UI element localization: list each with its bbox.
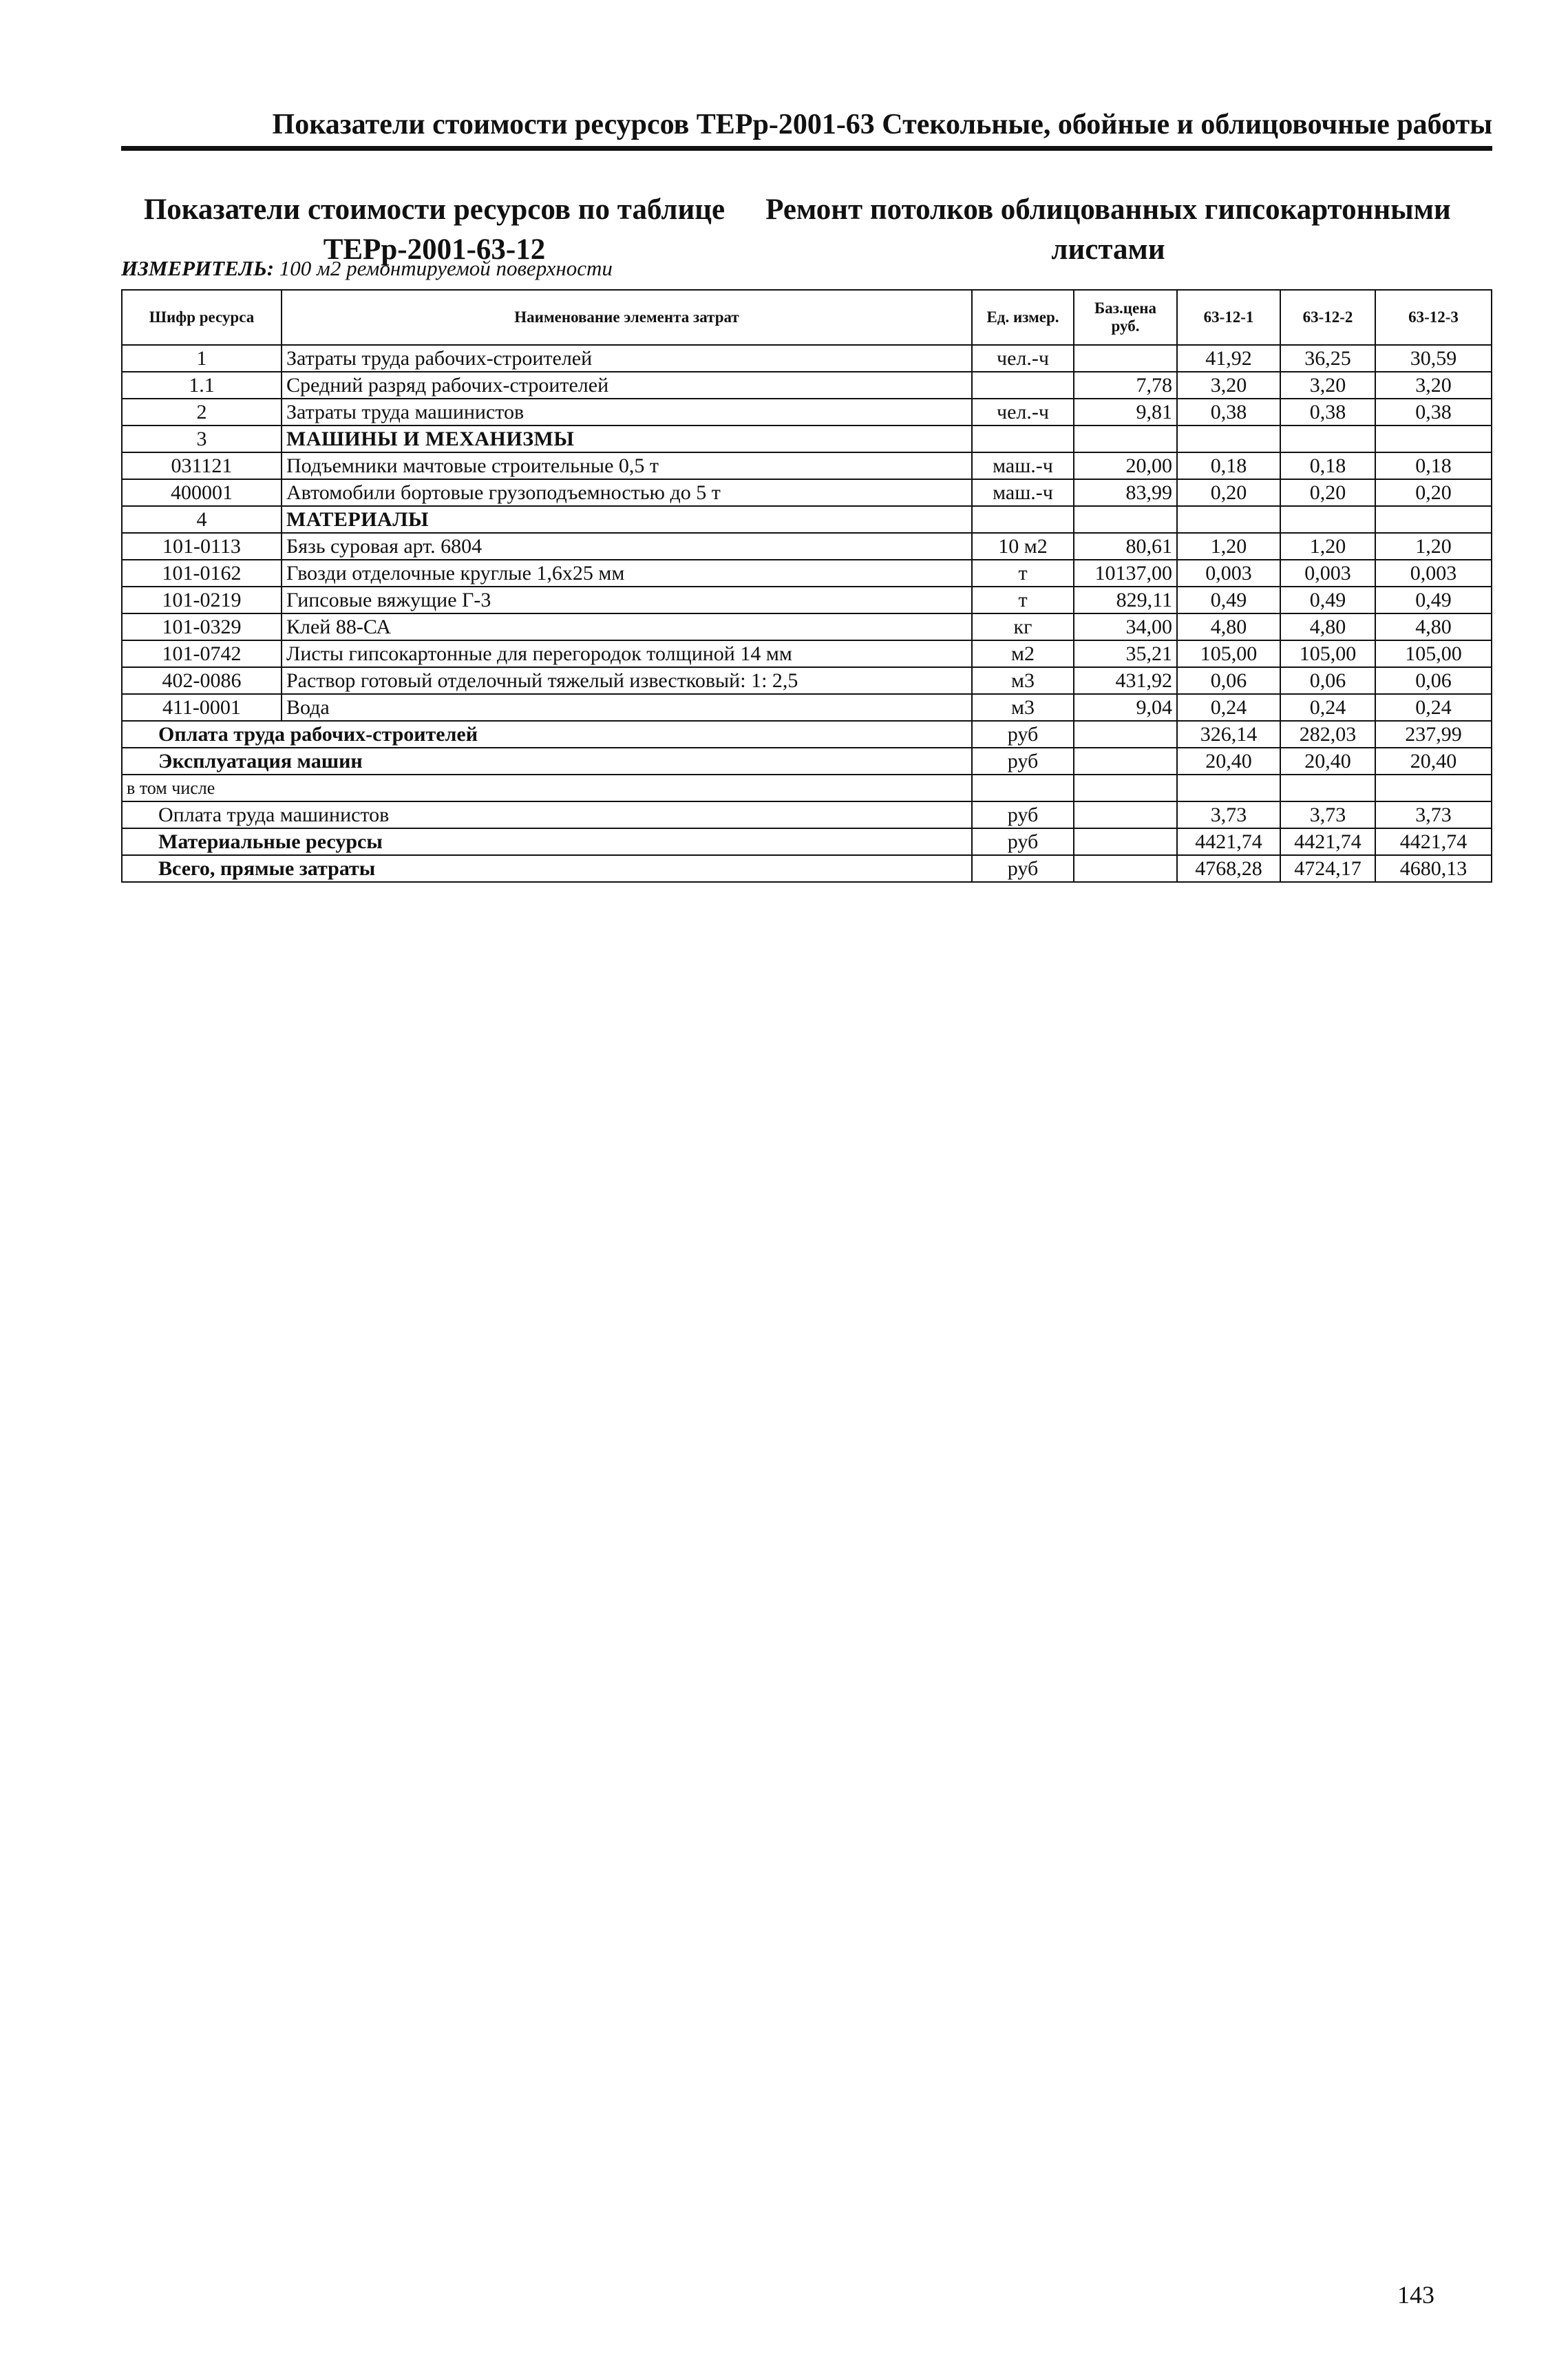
measure-value: 100 м2 ремонтируемой поверхности — [279, 256, 613, 280]
cell-code: 2 — [122, 399, 282, 426]
cell-v3: 0,24 — [1375, 694, 1492, 721]
cell-unit: маш.-ч — [972, 452, 1074, 479]
cell-v3: 0,38 — [1375, 399, 1492, 426]
cell-price: 20,00 — [1074, 452, 1177, 479]
cell-v2: 4,80 — [1280, 613, 1375, 640]
summary-v2: 3,73 — [1280, 801, 1375, 828]
table-title-left-line1: Показатели стоимости ресурсов по таблице — [143, 193, 725, 226]
summary-empty-cell — [1074, 801, 1177, 828]
cell-v3: 0,20 — [1375, 479, 1492, 506]
cell-unit: 10 м2 — [972, 533, 1074, 560]
page-number: 143 — [1397, 2281, 1434, 2309]
cell-v3 — [1375, 506, 1492, 533]
cell-v1: 0,49 — [1177, 587, 1280, 613]
summary-v2: 20,40 — [1280, 748, 1375, 775]
cell-code: 101-0219 — [122, 587, 282, 613]
cell-price — [1074, 345, 1177, 372]
summary-unit — [972, 775, 1074, 801]
cell-unit — [972, 372, 1074, 399]
cell-v1 — [1177, 506, 1280, 533]
cell-v3: 30,59 — [1375, 345, 1492, 372]
cell-price: 7,78 — [1074, 372, 1177, 399]
table-title-left-line2: ТЕРр-2001-63-12 — [323, 233, 546, 266]
table-row — [122, 399, 1492, 426]
table-title-right-line2: листами — [1051, 233, 1165, 266]
summary-unit: руб — [972, 801, 1074, 828]
table-row — [122, 640, 1492, 667]
cell-price — [1074, 506, 1177, 533]
summary-unit: руб — [972, 828, 1074, 855]
cell-v2: 0,49 — [1280, 587, 1375, 613]
summary-v1: 326,14 — [1177, 721, 1280, 748]
cell-code: 400001 — [122, 479, 282, 506]
table-row — [122, 372, 1492, 399]
summary-row — [122, 855, 1492, 882]
cell-v3: 0,06 — [1375, 667, 1492, 694]
cell-v1: 0,18 — [1177, 452, 1280, 479]
cell-v2: 0,20 — [1280, 479, 1375, 506]
cell-v3: 0,49 — [1375, 587, 1492, 613]
cell-v2 — [1280, 426, 1375, 452]
summary-empty-cell — [1074, 775, 1177, 801]
section-row — [122, 426, 1492, 452]
cell-code: 411-0001 — [122, 694, 282, 721]
cell-unit: чел.-ч — [972, 345, 1074, 372]
cell-v3: 4,80 — [1375, 613, 1492, 640]
cell-name: Клей 88-СА — [282, 613, 972, 640]
cell-unit: маш.-ч — [972, 479, 1074, 506]
cell-v2: 0,06 — [1280, 667, 1375, 694]
section-title-machines: МАШИНЫ И МЕХАНИЗМЫ — [282, 426, 972, 452]
cell-price: 35,21 — [1074, 640, 1177, 667]
col-header-v3: 63-12-3 — [1375, 290, 1492, 345]
cell-v1: 41,92 — [1177, 345, 1280, 372]
cell-code: 3 — [122, 426, 282, 452]
table-header-row — [122, 290, 1492, 345]
running-title: Показатели стоимости ресурсов ТЕРр-2001-63 Стекольные, обойные и облицовочные работы — [272, 109, 1492, 140]
cell-price — [1074, 426, 1177, 452]
cell-v1: 3,20 — [1177, 372, 1280, 399]
measure-line — [121, 256, 613, 281]
cell-name: Средний разряд рабочих-строителей — [282, 372, 972, 399]
table-row — [122, 533, 1492, 560]
cell-unit: м2 — [972, 640, 1074, 667]
table-row — [122, 345, 1492, 372]
header-rule — [121, 146, 1492, 151]
cell-unit: м3 — [972, 694, 1074, 721]
summary-v1: 20,40 — [1177, 748, 1280, 775]
cell-v1: 0,003 — [1177, 560, 1280, 587]
cell-name: Раствор готовый отделочный тяжелый известковый: 1: 2,5 — [282, 667, 972, 694]
cell-name: Гипсовые вяжущие Г-3 — [282, 587, 972, 613]
summary-v3: 4680,13 — [1375, 855, 1492, 882]
cell-v2: 0,003 — [1280, 560, 1375, 587]
summary-v1 — [1177, 775, 1280, 801]
cell-code: 101-0329 — [122, 613, 282, 640]
cell-code: 101-0742 — [122, 640, 282, 667]
cell-v2: 1,20 — [1280, 533, 1375, 560]
cell-v2: 105,00 — [1280, 640, 1375, 667]
cell-v3: 3,20 — [1375, 372, 1492, 399]
col-header-name: Наименование элемента затрат — [282, 290, 972, 345]
col-header-v1: 63-12-1 — [1177, 290, 1280, 345]
cell-v2: 0,38 — [1280, 399, 1375, 426]
cell-v2 — [1280, 506, 1375, 533]
summary-row — [122, 828, 1492, 855]
summary-row — [122, 721, 1492, 748]
table-row — [122, 560, 1492, 587]
summary-unit: руб — [972, 855, 1074, 882]
section-row — [122, 506, 1492, 533]
table-row — [122, 613, 1492, 640]
col-header-price: Баз.цена руб. — [1074, 290, 1177, 345]
table-title-right-line1: Ремонт потолков облицованных гипсокартонными — [765, 193, 1451, 226]
cell-v3: 0,18 — [1375, 452, 1492, 479]
summary-unit: руб — [972, 721, 1074, 748]
cell-name: Бязь суровая арт. 6804 — [282, 533, 972, 560]
cell-v1: 105,00 — [1177, 640, 1280, 667]
table-row — [122, 452, 1492, 479]
cell-price: 10137,00 — [1074, 560, 1177, 587]
table-row — [122, 587, 1492, 613]
cell-code: 031121 — [122, 452, 282, 479]
summary-label: Материальные ресурсы — [122, 828, 972, 855]
summary-v3: 4421,74 — [1375, 828, 1492, 855]
summary-row — [122, 775, 1492, 801]
table-row — [122, 479, 1492, 506]
summary-v3: 3,73 — [1375, 801, 1492, 828]
cell-unit: т — [972, 560, 1074, 587]
table-row — [122, 667, 1492, 694]
cell-v2: 0,24 — [1280, 694, 1375, 721]
cell-price: 80,61 — [1074, 533, 1177, 560]
cell-v2: 36,25 — [1280, 345, 1375, 372]
cell-v1: 0,20 — [1177, 479, 1280, 506]
col-header-v2: 63-12-2 — [1280, 290, 1375, 345]
cell-name: Автомобили бортовые грузоподъемностью до 5 т — [282, 479, 972, 506]
summary-v3 — [1375, 775, 1492, 801]
measure-label: ИЗМЕРИТЕЛЬ: — [121, 256, 275, 280]
cell-price: 9,04 — [1074, 694, 1177, 721]
cell-name: Подъемники мачтовые строительные 0,5 т — [282, 452, 972, 479]
cell-code: 402-0086 — [122, 667, 282, 694]
cell-name: Гвозди отделочные круглые 1,6х25 мм — [282, 560, 972, 587]
table-title-right — [743, 190, 1473, 270]
cell-price: 83,99 — [1074, 479, 1177, 506]
resource-table — [121, 289, 1492, 883]
cell-code: 101-0162 — [122, 560, 282, 587]
cell-code: 101-0113 — [122, 533, 282, 560]
cell-v3: 1,20 — [1375, 533, 1492, 560]
cell-name: Вода — [282, 694, 972, 721]
cell-v1: 0,24 — [1177, 694, 1280, 721]
table-row — [122, 694, 1492, 721]
cell-v2: 3,20 — [1280, 372, 1375, 399]
summary-v3: 20,40 — [1375, 748, 1492, 775]
summary-label: Всего, прямые затраты — [122, 855, 972, 882]
summary-v1: 4768,28 — [1177, 855, 1280, 882]
cell-v3: 0,003 — [1375, 560, 1492, 587]
cell-v1 — [1177, 426, 1280, 452]
cell-v1: 0,06 — [1177, 667, 1280, 694]
summary-empty-cell — [1074, 828, 1177, 855]
cell-v1: 1,20 — [1177, 533, 1280, 560]
summary-label: Оплата труда рабочих-строителей — [122, 721, 972, 748]
cell-name: Затраты труда рабочих-строителей — [282, 345, 972, 372]
summary-empty-cell — [1074, 855, 1177, 882]
cell-price: 829,11 — [1074, 587, 1177, 613]
cell-price: 431,92 — [1074, 667, 1177, 694]
cell-price: 9,81 — [1074, 399, 1177, 426]
summary-label: Оплата труда машинистов — [122, 801, 972, 828]
summary-unit: руб — [972, 748, 1074, 775]
cell-price: 34,00 — [1074, 613, 1177, 640]
col-header-code: Шифр ресурса — [122, 290, 282, 345]
cell-unit: м3 — [972, 667, 1074, 694]
cell-name: Листы гипсокартонные для перегородок толщиной 14 мм — [282, 640, 972, 667]
summary-v3: 237,99 — [1375, 721, 1492, 748]
summary-v2: 4724,17 — [1280, 855, 1375, 882]
cell-unit: кг — [972, 613, 1074, 640]
cell-unit: т — [972, 587, 1074, 613]
cell-code: 4 — [122, 506, 282, 533]
cell-name: Затраты труда машинистов — [282, 399, 972, 426]
cell-v2: 0,18 — [1280, 452, 1375, 479]
cell-code: 1.1 — [122, 372, 282, 399]
summary-label: в том числе — [122, 775, 972, 801]
cell-code: 1 — [122, 345, 282, 372]
cell-v1: 4,80 — [1177, 613, 1280, 640]
cell-unit — [972, 426, 1074, 452]
cell-unit: чел.-ч — [972, 399, 1074, 426]
summary-v2 — [1280, 775, 1375, 801]
cell-v1: 0,38 — [1177, 399, 1280, 426]
summary-empty-cell — [1074, 748, 1177, 775]
summary-label: Эксплуатация машин — [122, 748, 972, 775]
summary-empty-cell — [1074, 721, 1177, 748]
cell-v3: 105,00 — [1375, 640, 1492, 667]
summary-row — [122, 801, 1492, 828]
table-body — [122, 345, 1492, 882]
summary-v1: 3,73 — [1177, 801, 1280, 828]
cell-unit — [972, 506, 1074, 533]
summary-v2: 282,03 — [1280, 721, 1375, 748]
summary-v2: 4421,74 — [1280, 828, 1375, 855]
col-header-unit: Ед. измер. — [972, 290, 1074, 345]
summary-v1: 4421,74 — [1177, 828, 1280, 855]
cell-v3 — [1375, 426, 1492, 452]
summary-row — [122, 748, 1492, 775]
section-title-materials: МАТЕРИАЛЫ — [282, 506, 972, 533]
